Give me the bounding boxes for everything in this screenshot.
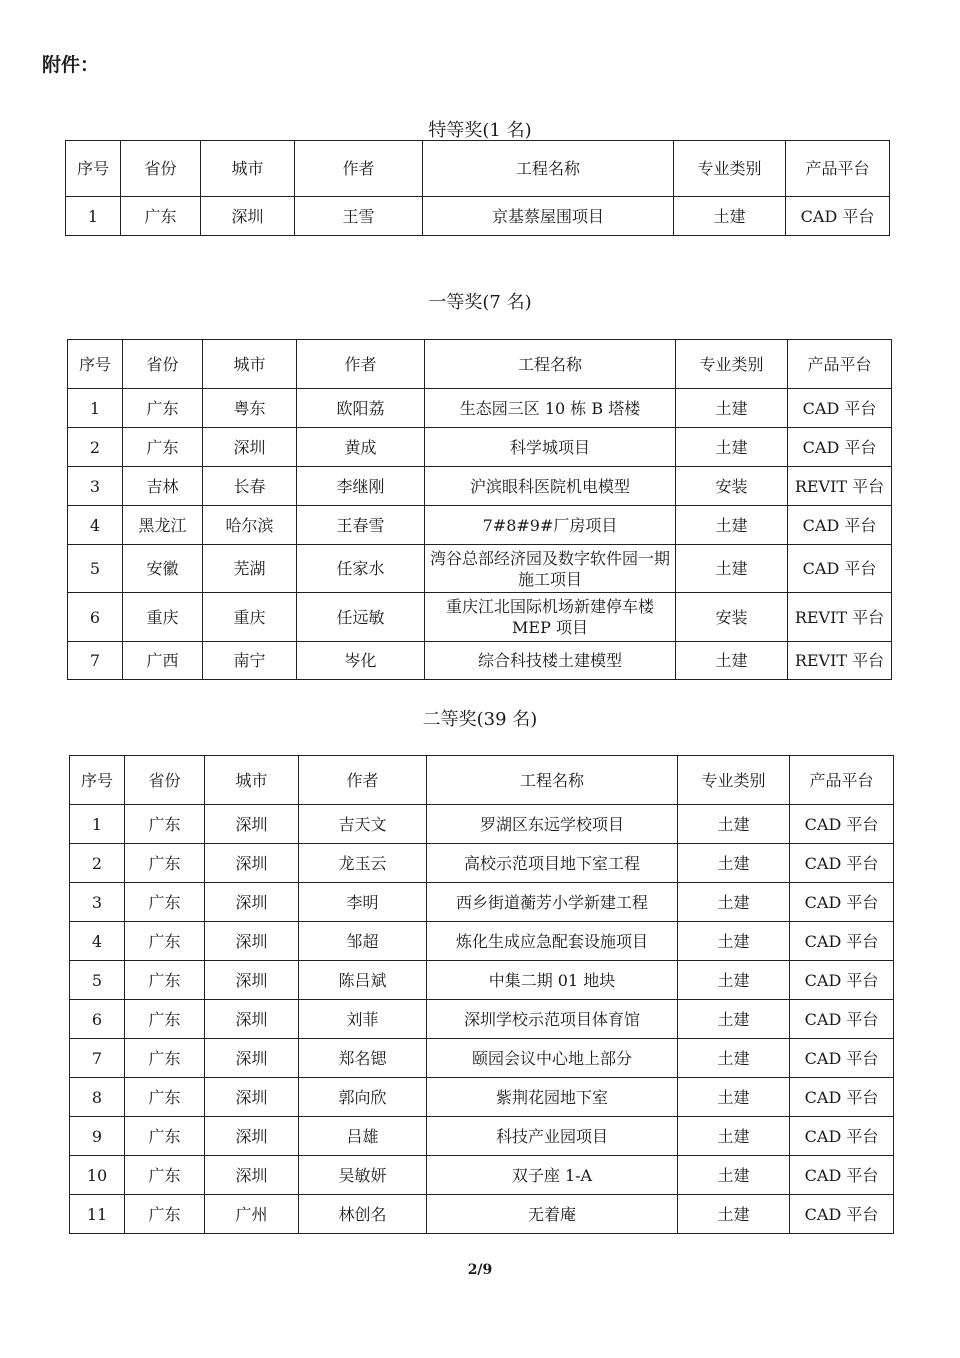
cell-project: 紫荆花园地下室 (427, 1078, 678, 1117)
cell-platform: CAD 平台 (790, 1000, 894, 1039)
cell-province: 吉林 (123, 467, 203, 506)
cell-project: 无着庵 (427, 1195, 678, 1234)
table-row (70, 805, 894, 844)
section-title-first: 一等奖(7 名) (428, 292, 532, 313)
cell-city: 深圳 (205, 1000, 299, 1039)
table-row (68, 389, 892, 428)
cell-author: 任家水 (297, 545, 425, 593)
cell-project: 深圳学校示范项目体育馆 (427, 1000, 678, 1039)
page-number: 2/9 (467, 1262, 493, 1278)
cell-platform: REVIT 平台 (788, 642, 892, 680)
cell-author: 李继刚 (297, 467, 425, 506)
cell-project: 7#8#9#厂房项目 (425, 506, 676, 545)
header-province: 省份 (123, 340, 203, 389)
table-row (68, 428, 892, 467)
header-province: 省份 (125, 756, 205, 805)
cell-platform: CAD 平台 (790, 1039, 894, 1078)
table-row (70, 1195, 894, 1234)
header-author: 作者 (297, 340, 425, 389)
first-award-table (67, 339, 892, 680)
cell-category: 土建 (674, 197, 786, 236)
cell-project: 沪滨眼科医院机电模型 (425, 467, 676, 506)
cell-seq: 5 (68, 545, 123, 593)
cell-author: 郑名锶 (299, 1039, 427, 1078)
cell-author: 林创名 (299, 1195, 427, 1234)
cell-seq: 8 (70, 1078, 125, 1117)
cell-author: 李明 (299, 883, 427, 922)
table-row (70, 1117, 894, 1156)
cell-category: 土建 (676, 389, 788, 428)
cell-city: 长春 (203, 467, 297, 506)
cell-province: 广东 (125, 922, 205, 961)
table-row (70, 1156, 894, 1195)
header-seq: 序号 (70, 756, 125, 805)
cell-category: 土建 (678, 883, 790, 922)
table-row (68, 467, 892, 506)
cell-province: 广东 (121, 197, 201, 236)
cell-province: 广东 (125, 1117, 205, 1156)
table-row (70, 883, 894, 922)
header-project: 工程名称 (427, 756, 678, 805)
cell-city: 哈尔滨 (203, 506, 297, 545)
cell-project: 生态园三区 10 栋 B 塔楼 (425, 389, 676, 428)
table-row (66, 197, 890, 236)
header-author: 作者 (299, 756, 427, 805)
cell-project: 中集二期 01 地块 (427, 961, 678, 1000)
cell-category: 土建 (676, 428, 788, 467)
cell-province: 黑龙江 (123, 506, 203, 545)
cell-city: 深圳 (205, 805, 299, 844)
second-award-table (69, 755, 894, 1234)
cell-seq: 9 (70, 1117, 125, 1156)
cell-platform: CAD 平台 (790, 1156, 894, 1195)
cell-category: 安装 (676, 467, 788, 506)
cell-province: 广东 (125, 1078, 205, 1117)
cell-city: 深圳 (205, 961, 299, 1000)
cell-city: 深圳 (205, 1117, 299, 1156)
cell-platform: CAD 平台 (788, 545, 892, 593)
cell-category: 土建 (676, 506, 788, 545)
cell-seq: 1 (68, 389, 123, 428)
cell-platform: CAD 平台 (788, 428, 892, 467)
cell-province: 广东 (125, 1156, 205, 1195)
cell-platform: CAD 平台 (790, 883, 894, 922)
cell-seq: 1 (66, 197, 121, 236)
cell-author: 陈吕斌 (299, 961, 427, 1000)
cell-platform: CAD 平台 (788, 506, 892, 545)
cell-platform: CAD 平台 (790, 844, 894, 883)
cell-platform: CAD 平台 (790, 922, 894, 961)
cell-seq: 3 (70, 883, 125, 922)
cell-category: 土建 (678, 1078, 790, 1117)
table-row (70, 922, 894, 961)
cell-seq: 2 (70, 844, 125, 883)
cell-city: 广州 (205, 1195, 299, 1234)
header-city: 城市 (201, 141, 295, 197)
cell-province: 广东 (123, 428, 203, 467)
cell-category: 土建 (678, 1039, 790, 1078)
cell-category: 土建 (678, 1156, 790, 1195)
cell-category: 安装 (676, 593, 788, 642)
header-project: 工程名称 (423, 141, 674, 197)
cell-project: 西乡街道蘅芳小学新建工程 (427, 883, 678, 922)
header-category: 专业类别 (674, 141, 786, 197)
table-row (70, 844, 894, 883)
header-city: 城市 (203, 340, 297, 389)
attachment-label: 附件： (42, 54, 100, 76)
cell-author: 吴敏妍 (299, 1156, 427, 1195)
cell-category: 土建 (678, 1195, 790, 1234)
cell-city: 深圳 (205, 1156, 299, 1195)
cell-city: 深圳 (205, 883, 299, 922)
cell-author: 吕雄 (299, 1117, 427, 1156)
cell-project: 综合科技楼土建模型 (425, 642, 676, 680)
cell-platform: REVIT 平台 (788, 467, 892, 506)
cell-city: 深圳 (205, 922, 299, 961)
cell-province: 安徽 (123, 545, 203, 593)
cell-platform: CAD 平台 (786, 197, 890, 236)
cell-platform: CAD 平台 (790, 1195, 894, 1234)
cell-seq: 5 (70, 961, 125, 1000)
section-title-second: 二等奖(39 名) (422, 709, 538, 730)
cell-project: 罗湖区东远学校项目 (427, 805, 678, 844)
cell-platform: REVIT 平台 (788, 593, 892, 642)
cell-province: 广东 (125, 844, 205, 883)
cell-author: 欧阳荔 (297, 389, 425, 428)
cell-province: 广东 (125, 805, 205, 844)
cell-province: 广东 (125, 1039, 205, 1078)
cell-seq: 2 (68, 428, 123, 467)
cell-platform: CAD 平台 (790, 961, 894, 1000)
header-platform: 产品平台 (786, 141, 890, 197)
cell-province: 广东 (123, 389, 203, 428)
cell-seq: 7 (68, 642, 123, 680)
cell-project: 炼化生成应急配套设施项目 (427, 922, 678, 961)
cell-city: 深圳 (201, 197, 295, 236)
cell-province: 广西 (123, 642, 203, 680)
table-row (70, 1000, 894, 1039)
header-project: 工程名称 (425, 340, 676, 389)
cell-author: 刘菲 (299, 1000, 427, 1039)
cell-platform: CAD 平台 (790, 1117, 894, 1156)
cell-category: 土建 (676, 545, 788, 593)
cell-city: 重庆 (203, 593, 297, 642)
cell-category: 土建 (678, 1117, 790, 1156)
header-city: 城市 (205, 756, 299, 805)
cell-seq: 7 (70, 1039, 125, 1078)
cell-platform: CAD 平台 (790, 1078, 894, 1117)
cell-project: 颐园会议中心地上部分 (427, 1039, 678, 1078)
cell-province: 广东 (125, 1195, 205, 1234)
table-header-row (70, 756, 894, 805)
cell-city: 深圳 (205, 1078, 299, 1117)
table-row (68, 545, 892, 593)
table-row (70, 961, 894, 1000)
header-category: 专业类别 (678, 756, 790, 805)
header-platform: 产品平台 (788, 340, 892, 389)
cell-city: 深圳 (205, 844, 299, 883)
cell-category: 土建 (676, 642, 788, 680)
table-row (70, 1039, 894, 1078)
cell-seq: 6 (70, 1000, 125, 1039)
header-category: 专业类别 (676, 340, 788, 389)
table-row (68, 506, 892, 545)
cell-province: 广东 (125, 883, 205, 922)
cell-author: 王雪 (295, 197, 423, 236)
cell-city: 粤东 (203, 389, 297, 428)
cell-author: 龙玉云 (299, 844, 427, 883)
cell-city: 南宁 (203, 642, 297, 680)
table-row (68, 642, 892, 680)
cell-author: 吉天文 (299, 805, 427, 844)
cell-author: 岑化 (297, 642, 425, 680)
cell-project: 重庆江北国际机场新建停车楼 MEP 项目 (425, 593, 676, 642)
table-header-row (68, 340, 892, 389)
header-seq: 序号 (68, 340, 123, 389)
cell-province: 重庆 (123, 593, 203, 642)
cell-city: 深圳 (205, 1039, 299, 1078)
cell-city: 芜湖 (203, 545, 297, 593)
cell-seq: 4 (68, 506, 123, 545)
table-header-row (66, 141, 890, 197)
cell-project: 高校示范项目地下室工程 (427, 844, 678, 883)
cell-city: 深圳 (203, 428, 297, 467)
cell-province: 广东 (125, 961, 205, 1000)
cell-platform: CAD 平台 (788, 389, 892, 428)
cell-category: 土建 (678, 922, 790, 961)
cell-seq: 1 (70, 805, 125, 844)
cell-project: 科技产业园项目 (427, 1117, 678, 1156)
cell-seq: 6 (68, 593, 123, 642)
cell-platform: CAD 平台 (790, 805, 894, 844)
header-author: 作者 (295, 141, 423, 197)
cell-project: 双子座 1-A (427, 1156, 678, 1195)
cell-seq: 10 (70, 1156, 125, 1195)
header-province: 省份 (121, 141, 201, 197)
cell-author: 黄成 (297, 428, 425, 467)
cell-project: 京基蔡屋围项目 (423, 197, 674, 236)
cell-author: 邹超 (299, 922, 427, 961)
section-title-special: 特等奖(1 名) (428, 120, 532, 141)
cell-province: 广东 (125, 1000, 205, 1039)
header-platform: 产品平台 (790, 756, 894, 805)
cell-category: 土建 (678, 844, 790, 883)
special-award-table (65, 140, 890, 236)
table-row (68, 593, 892, 642)
cell-author: 任远敏 (297, 593, 425, 642)
cell-category: 土建 (678, 1000, 790, 1039)
cell-author: 郭向欣 (299, 1078, 427, 1117)
cell-seq: 3 (68, 467, 123, 506)
cell-project: 湾谷总部经济园及数字软件园一期施工项目 (425, 545, 676, 593)
header-seq: 序号 (66, 141, 121, 197)
cell-author: 王春雪 (297, 506, 425, 545)
cell-project: 科学城项目 (425, 428, 676, 467)
table-row (70, 1078, 894, 1117)
cell-category: 土建 (678, 961, 790, 1000)
cell-category: 土建 (678, 805, 790, 844)
cell-seq: 11 (70, 1195, 125, 1234)
cell-seq: 4 (70, 922, 125, 961)
